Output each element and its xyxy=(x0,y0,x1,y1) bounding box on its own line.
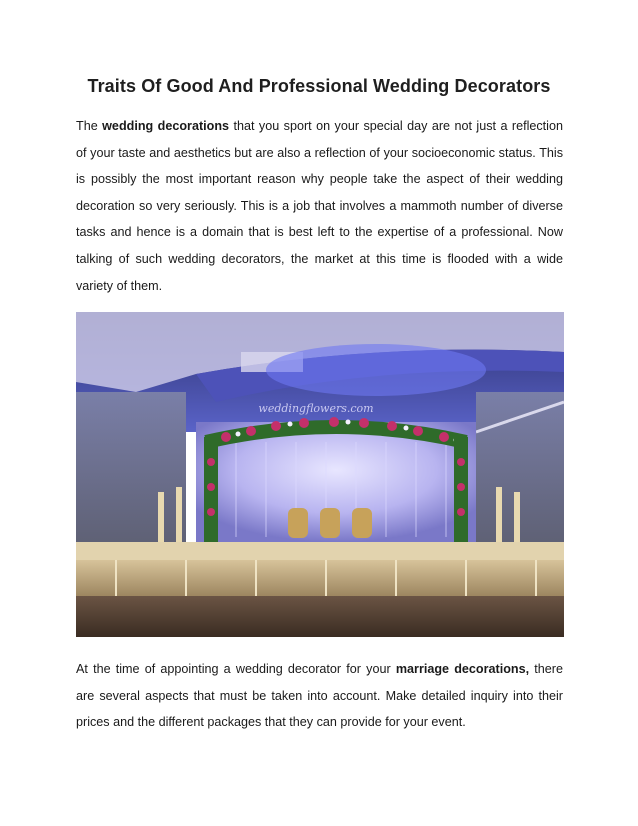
left-wall xyxy=(76,392,186,552)
right-pillar xyxy=(454,437,468,547)
stage-top xyxy=(76,542,564,560)
document-title: Traits Of Good And Professional Wedding Decorators xyxy=(87,76,551,96)
hall-floor xyxy=(76,596,564,637)
ceiling-glow xyxy=(266,344,486,396)
stage-front xyxy=(76,560,564,596)
paragraph-intro-body: that you sport on your special day are not just a reflection of your taste and aesthetics but are also a reflection of your socioeconomic status. This is possibly the most important reason why people take the aspect of their wedding decoration so very seriously. This is a job that involves a mammoth number of diverse tasks and hence is a domain that is best left to the expertise of a professional. Now talking of such wedding decorators, the market at this time is flooded with a wide variety of them. xyxy=(76,119,563,293)
paragraph-appointing-body: there are several aspects that must be taken into account. Make detailed inquiry into their prices and the different packages that they can provide for your event. xyxy=(76,662,563,730)
image-watermark: weddingflowers.com xyxy=(258,402,374,415)
paragraph-appointing-lead: At the time of appointing a wedding decorator for your xyxy=(76,662,396,676)
paragraph-appointing xyxy=(76,656,563,736)
paragraph-intro xyxy=(76,113,563,299)
bold-wedding-decorations: wedding decorations xyxy=(102,119,230,133)
stage-illustration xyxy=(76,312,564,637)
left-pillar xyxy=(204,437,218,547)
bold-marriage-decorations: marriage decorations, xyxy=(395,662,530,676)
stage-chairs xyxy=(288,508,372,538)
paragraph-intro-lead: The xyxy=(76,119,103,133)
wedding-stage-photo xyxy=(76,312,564,637)
